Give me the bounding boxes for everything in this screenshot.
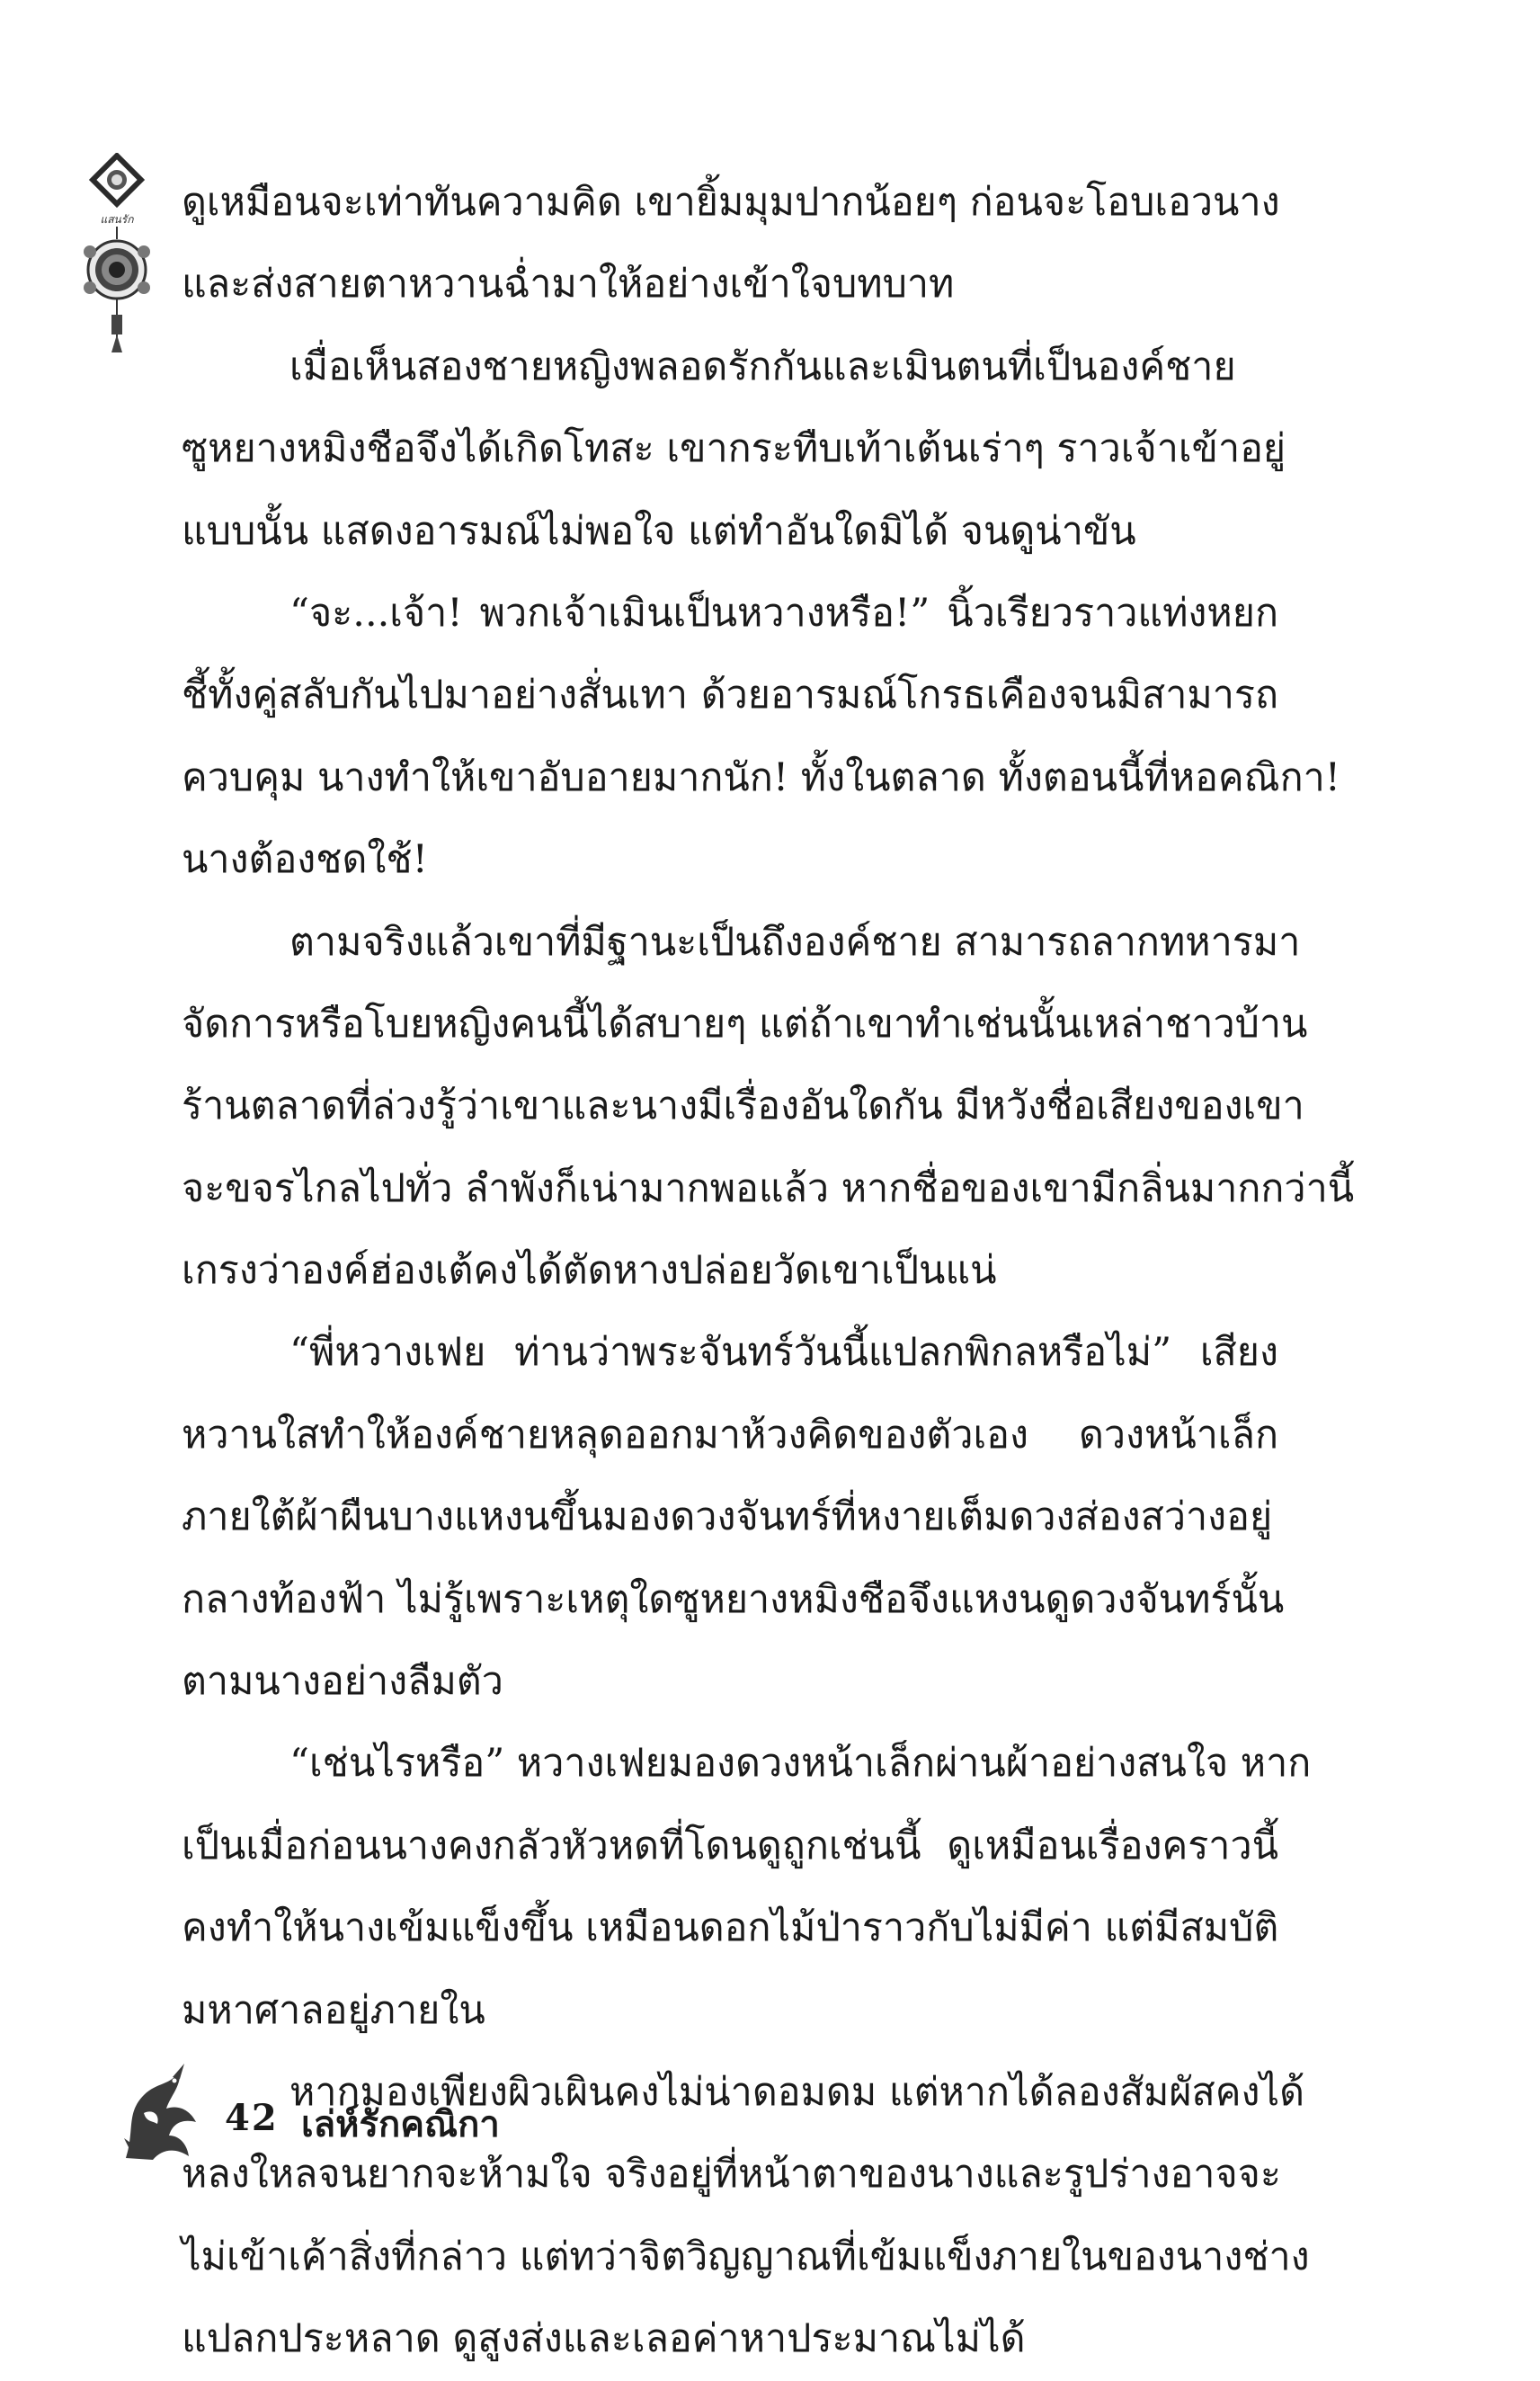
text-line: กลางท้องฟ้า ไม่รู้เพราะเหตุใดซูหยางหมิงชือจึงแหงนดูดวงจันทร์นั้น (182, 1576, 1285, 1622)
text-line: ดูเหมือนจะเท่าทันความคิด เขายิ้มมุมปากน้อยๆ ก่อนจะโอบเอวนาง (182, 180, 1280, 225)
chapter-emblem-icon (77, 153, 167, 360)
text-line: ไม่เข้าเค้าสิ่งที่กล่าว แต่ทว่าจิตวิญญาณที่เข้มแข็งภายในของนางช่าง (182, 2234, 1310, 2279)
text-line: ร้านตลาดที่ล่วงรู้ว่าเขาและนางมีเรื่องอันใดกัน มีหวังชื่อเสียงของเขา (182, 1083, 1304, 1129)
text-line: ตามนางอย่างลืมตัว (182, 1659, 503, 1705)
text-line: ตามจริงแล้วเขาที่มีฐานะเป็นถึงองค์ชาย สามารถลากทหารมา (289, 919, 1301, 965)
text-line: เมื่อเห็นสองชายหญิงพลอดรักกันและเมินตนที่เป็นองค์ชาย (289, 343, 1236, 389)
text-line: มหาศาลอยู่ภายใน (182, 1987, 485, 2033)
text-line: แบบนั้น แสดงอารมณ์ไม่พอใจ แต่ทำอันใดมิได้ จนดูน่าขัน (182, 508, 1136, 554)
text-line: นางต้องชดใช้! (182, 837, 428, 883)
text-line: ชี้ทั้งคู่สลับกันไปมาอย่างสั่นเทา ด้วยอารมณ์โกรธเคืองจนมิสามารถ (182, 673, 1278, 718)
diamond-logo-icon (89, 153, 145, 208)
book-title: เล่ห์รักคณิกา (301, 2103, 500, 2145)
text-line: ภายใต้ผ้าผืนบางแหงนขึ้นมองดวงจันทร์ที่หงายเต็มดวงส่องสว่างอยู่ (182, 1494, 1273, 1540)
text-line: “จะ...เจ้า! พวกเจ้าเมินเป็นหวางหรือ!” นิ้วเรียวราวแท่งหยก (289, 590, 1278, 636)
body-text (182, 162, 1355, 2381)
text-line: หลงใหลจนยากจะห้ามใจ จริงอยู่ที่หน้าตาของนางและรูปร่างอาจจะ (182, 2152, 1281, 2198)
dragon-ornament-icon (117, 2059, 202, 2167)
text-line: ควบคุม นางทำให้เขาอับอายมากนัก! ทั้งในตลาด ทั้งตอนนี้ที่หอคณิกา! (182, 754, 1341, 800)
text-line: คงทำให้นางเข้มแข็งขึ้น เหมือนดอกไม้ป่าราวกับไม่มีค่า แต่มีสมบัติ (182, 1905, 1279, 1951)
text-line: เป็นเมื่อก่อนนางคงกลัวหัวหดที่โดนดูถูกเช่นนี้ ดูเหมือนเรื่องคราวนี้ (182, 1823, 1278, 1868)
text-line: จัดการหรือโบยหญิงคนนี้ได้สบายๆ แต่ถ้าเขาทำเช่นนั้นเหล่าชาวบ้าน (182, 1001, 1308, 1047)
text-line: “พี่หวางเฟย ท่านว่าพระจันทร์วันนี้แปลกพิกลหรือไม่” เสียง (289, 1330, 1278, 1376)
text-line: ซูหยางหมิงชือจึงได้เกิดโทสะ เขากระทืบเท้าเต้นเร่าๆ ราวเจ้าเข้าอยู่ (182, 426, 1286, 472)
text-line: “เช่นไรหรือ” หวางเฟยมองดวงหน้าเล็กผ่านผ้าอย่างสนใจ หาก (289, 1741, 1312, 1787)
svg-text:แสนรัก: แสนรัก (100, 213, 134, 226)
page-number: 42 (225, 2097, 279, 2139)
medallion-icon (84, 241, 150, 299)
text-line: หวานใสทำให้องค์ชายหลุดออกมาห้วงคิดของตัวเอง ดวงหน้าเล็ก (182, 1412, 1278, 1458)
text-line: หากมองเพียงผิวเผินคงไม่น่าดอมดม แต่หากได้ลองสัมผัสคงได้ (289, 2069, 1305, 2115)
page-footer (117, 2059, 746, 2176)
text-line: จะขจรไกลไปทั่ว ลำพังก็เน่ามากพอแล้ว หากชื่อของเขามีกลิ่นมากกว่านี้ (182, 1165, 1355, 1211)
text-line: เกรงว่าองค์ฮ่องเต้คงได้ตัดหางปล่อยวัดเขาเป็นแน่ (182, 1248, 997, 1294)
text-line: และส่งสายตาหวานฉ่ำมาให้อย่างเข้าใจบทบาท (182, 262, 955, 308)
text-line: แปลกประหลาด ดูสูงส่งและเลอค่าหาประมาณไม่ได้ (182, 2316, 1026, 2362)
